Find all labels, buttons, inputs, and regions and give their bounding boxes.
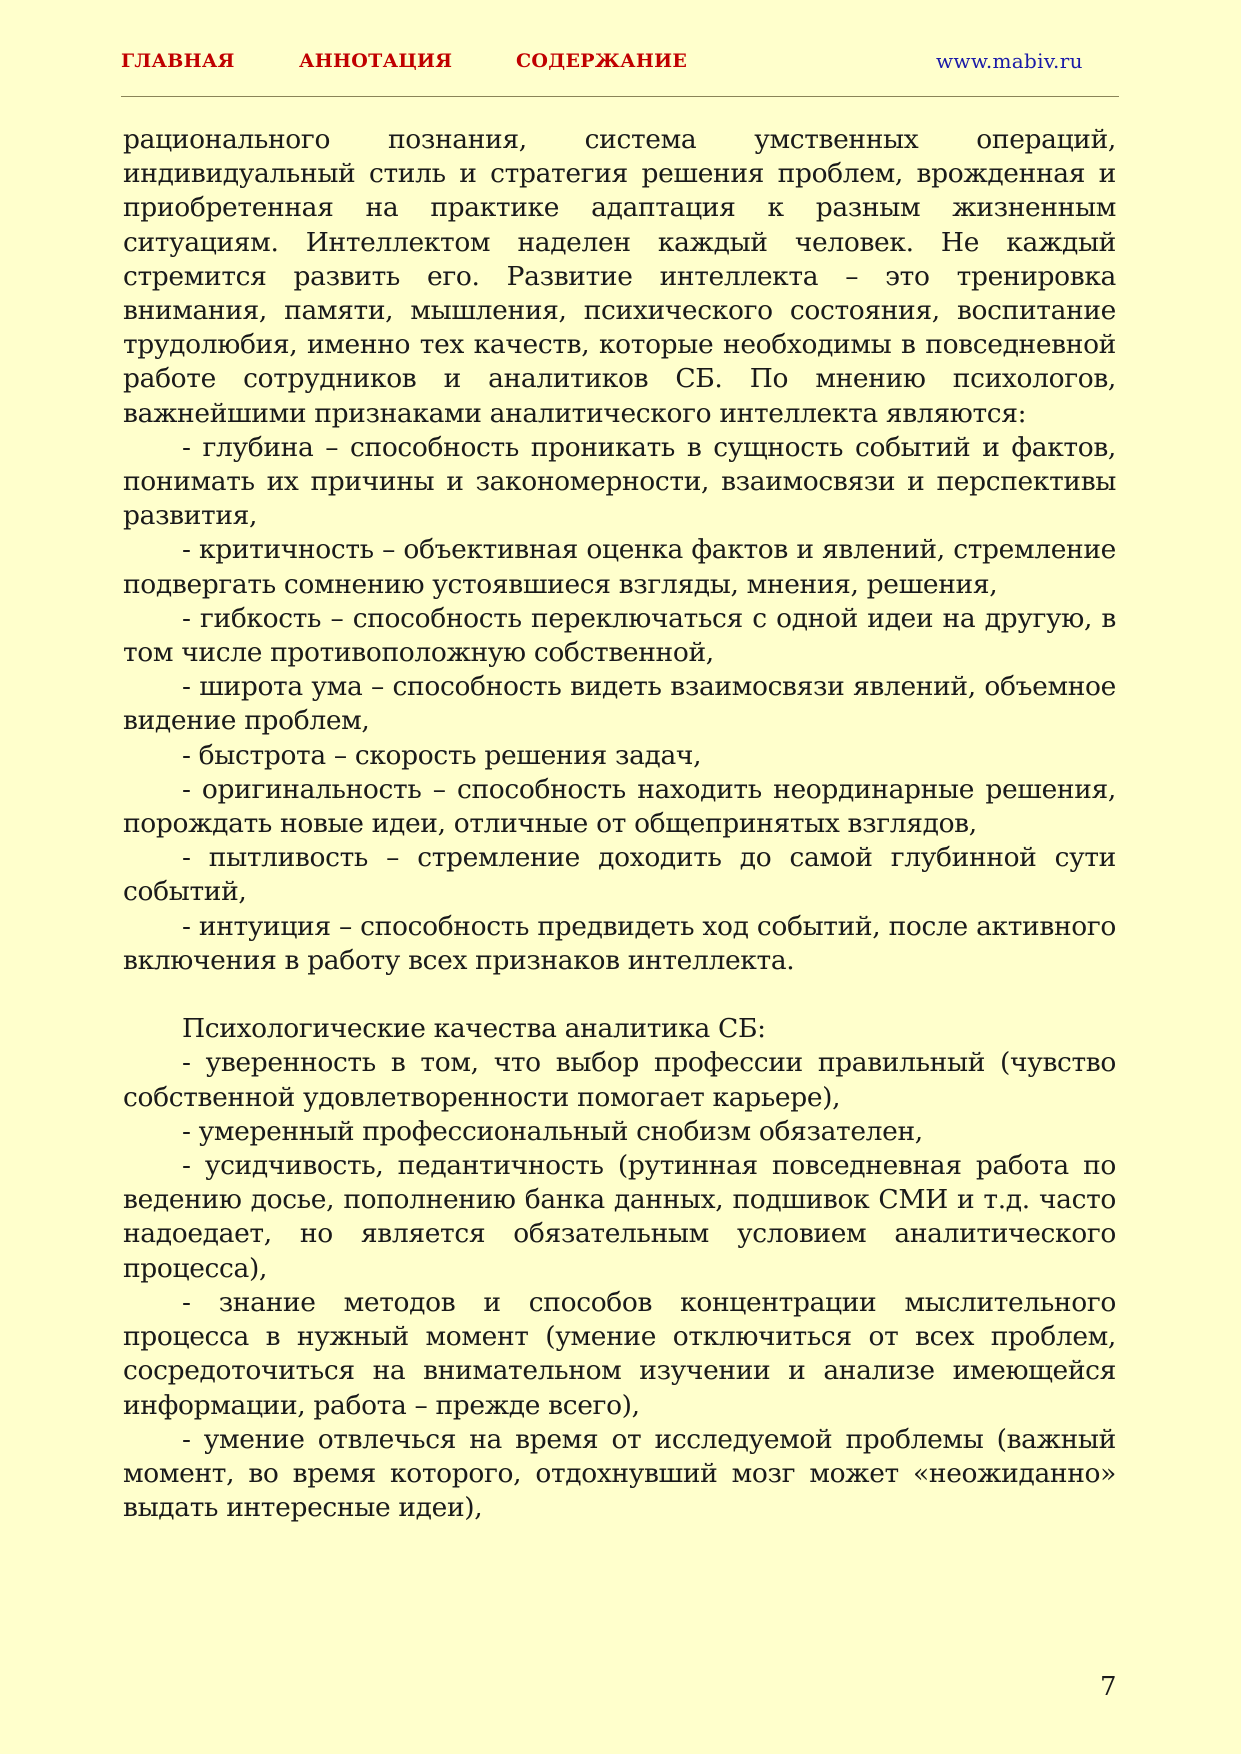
list-item-breadth: - широта ума – способность видеть взаимосвязи явлений, объемное видение проблем, [123, 671, 1116, 737]
document-body [123, 123, 1116, 1525]
nav-link-contents[interactable]: СОДЕРЖАНИЕ [516, 50, 688, 72]
site-link[interactable]: www.mabiv.ru [936, 49, 1083, 73]
list-item-depth: - глубина – способность проникать в сущность событий и фактов, понимать их причины и закономерности, взаимосвязи и перспективы развития, [123, 431, 1116, 532]
body-paragraph: рационального познания, система умственных операций, индивидуальный стиль и стратегия решения проблем, врожденная и приобретенная на практике адаптация к разным жизненным ситуациям. Интеллектом наделен каждый человек. Не каждый стремится развить его. Развитие интеллекта – это тренировка внимания, памяти, мышления, психического состояния, воспитание трудолюбия, именно тех качеств, которые необходимы в повседневной работе сотрудников и аналитиков СБ. По мнению психологов, важнейшими признаками аналитического интеллекта являются: [123, 124, 1116, 429]
list-item-concentration: - знание методов и способов концентрации мыслительного процесса в нужный момент (умение отключиться от всех проблем, сосредоточиться на внимательном изучении и анализе имеющейся информации, работа – прежде всего), [123, 1286, 1116, 1421]
page-number: 7 [1100, 1672, 1117, 1702]
list-item-flexibility: - гибкость – способность переключаться с одной идеи на другую, в том числе противоположную собственной, [123, 602, 1116, 669]
list-item-curiosity: - пытливость – стремление доходить до самой глубинной сути событий, [123, 842, 1116, 908]
top-navigation [121, 50, 1101, 80]
list-item-distraction: - умение отвлечься на время от исследуемой проблемы (важный момент, во время которого, отдохнувший мозг может «неожиданно» выдать интересные идеи), [123, 1423, 1116, 1524]
section-heading: Психологические качества аналитика СБ: [182, 1013, 766, 1045]
list-item-criticality: - критичность – объективная оценка фактов и явлений, стремление подвергать сомнению устоявшиеся взгляды, мнения, решения, [123, 534, 1116, 600]
list-item-speed: - быстрота – скорость решения задач, [182, 739, 702, 771]
list-item-snobbery: - умеренный профессиональный снобизм обязателен, [182, 1115, 923, 1147]
list-item-intuition: - интуиция – способность предвидеть ход событий, после активного включения в работу всех признаков интеллекта. [123, 910, 1116, 976]
list-item-diligence: - усидчивость, педантичность (рутинная повседневная работа по ведению досье, пополнению банка данных, подшивок СМИ и т.д. часто надоедает, но является обязательным условием аналитического процесса), [123, 1150, 1116, 1284]
list-item-originality: - оригинальность – способность находить неординарные решения, порождать новые идеи, отличные от общепринятых взглядов, [123, 773, 1116, 840]
header-divider [121, 96, 1119, 97]
nav-link-home[interactable]: ГЛАВНАЯ [121, 50, 235, 72]
list-item-confidence: - уверенность в том, что выбор профессии правильный (чувство собственной удовлетворенности помогает карьере), [123, 1047, 1116, 1113]
nav-link-annotation[interactable]: АННОТАЦИЯ [299, 50, 453, 72]
paragraph-gap [123, 978, 1116, 1012]
